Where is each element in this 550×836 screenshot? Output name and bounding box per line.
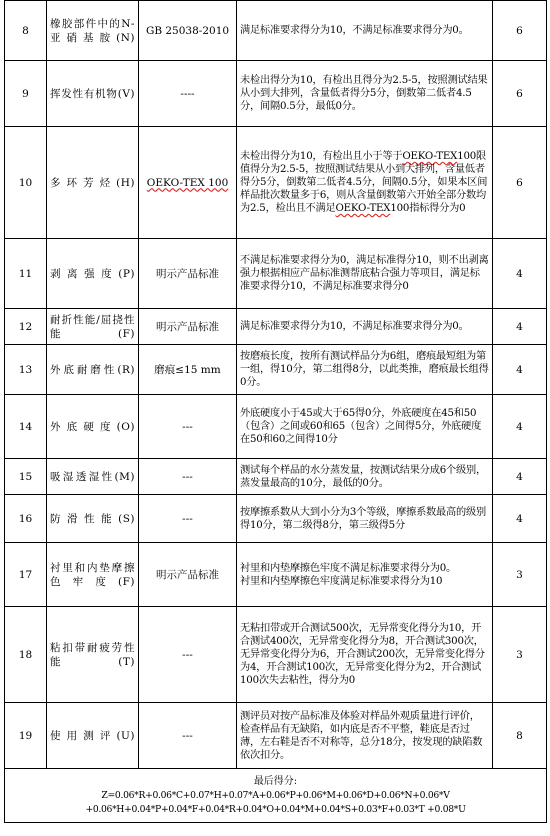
table-row bbox=[5, 239, 547, 309]
standard: 明示产品标准 bbox=[139, 309, 237, 345]
scoring-rule: 衬里和内垫摩擦色牢度不满足标准要求得分为0。 衬里和内垫摩擦色牢度满足标准要求得分为10 bbox=[237, 543, 493, 607]
item-name: 剥离强度(P) bbox=[47, 239, 139, 309]
item-name: 吸湿透湿性(M) bbox=[47, 459, 139, 495]
standard: --- bbox=[139, 495, 237, 543]
standard bbox=[139, 127, 237, 239]
weight: 4 bbox=[493, 459, 547, 495]
table-row bbox=[5, 543, 547, 607]
item-name: 外底硬度(O) bbox=[47, 395, 139, 459]
row-number: 19 bbox=[5, 703, 47, 769]
row-number: 15 bbox=[5, 459, 47, 495]
table-row bbox=[5, 1, 547, 61]
scoring-table bbox=[4, 0, 547, 823]
standard: GB 25038-2010 bbox=[139, 1, 237, 61]
item-name: 粘扣带耐疲劳性能(T) bbox=[47, 607, 139, 703]
standard: --- bbox=[139, 395, 237, 459]
table-row bbox=[5, 495, 547, 543]
scoring-rule: 不满足标准要求得分为0，满足标准得分10，则不出剥离强力根据相应产品标准测帮底粘合强力等项目，满足标准要求得分10，不满足标准要求得分0 bbox=[237, 239, 493, 309]
scoring-rule: 测评员对按产品标准及体验对样品外观质量进行评价，检查样品有无缺陷，如内底是否不平整，鞋底是否过薄，左右鞋是否不对称等，总分18分，按发现的缺陷数依次扣分。 bbox=[237, 703, 493, 769]
item-name: 防滑性能(S) bbox=[47, 495, 139, 543]
final-score-label: 最后得分: bbox=[253, 775, 298, 787]
standard-text: OEKO-TEX 100 bbox=[146, 176, 229, 189]
table-row bbox=[5, 61, 547, 127]
table-row bbox=[5, 395, 547, 459]
scoring-rule: 外底硬度小于45或大于65得0分，外底硬度在45和50（包含）之间或60和65（包含）之间得5分，外底硬度在50和60之间得10分 bbox=[237, 395, 493, 459]
weight: 6 bbox=[493, 127, 547, 239]
item-name: 橡胶部件中的N-亚硝基胺(N) bbox=[47, 1, 139, 61]
final-score-row bbox=[5, 769, 547, 823]
weight: 6 bbox=[493, 1, 547, 61]
standard: --- bbox=[139, 459, 237, 495]
table-row bbox=[5, 459, 547, 495]
scoring-rule: 按摩擦系数从大到小分为3个等级，摩擦系数最高的级别得10分，第二级得8分，第三级得5分 bbox=[237, 495, 493, 543]
row-number: 17 bbox=[5, 543, 47, 607]
weight: 4 bbox=[493, 309, 547, 345]
scoring-rule: 无粘扣带或开合测试500次，无异常变化得分为10，开合测试400次，无异常变化得分为8，开合测试300次，无异常变化得分为6，开合测试200次，无异常变化得分为4，开合测试100次，无异常变化得分为2，开合测试100次失去粘性，得分为0 bbox=[237, 607, 493, 703]
item-name: 耐折性能/屈挠性能(F) bbox=[47, 309, 139, 345]
row-number: 10 bbox=[5, 127, 47, 239]
weight: 3 bbox=[493, 607, 547, 703]
table-row bbox=[5, 127, 547, 239]
row-number: 16 bbox=[5, 495, 47, 543]
row-number: 12 bbox=[5, 309, 47, 345]
standard: 明示产品标准 bbox=[139, 543, 237, 607]
row-number: 18 bbox=[5, 607, 47, 703]
weight: 4 bbox=[493, 495, 547, 543]
weight: 6 bbox=[493, 61, 547, 127]
row-number: 14 bbox=[5, 395, 47, 459]
item-name: 挥发性有机物(V) bbox=[47, 61, 139, 127]
item-name: 衬里和内垫摩擦色牢度(F) bbox=[47, 543, 139, 607]
scoring-rule: 测试每个样品的水分蒸发量，按测试结果分成6个级别，蒸发量最高的10分，最低的0分。 bbox=[237, 459, 493, 495]
weight: 8 bbox=[493, 703, 547, 769]
weight: 4 bbox=[493, 345, 547, 395]
standard: --- bbox=[139, 703, 237, 769]
standard: 磨痕≤15 mm bbox=[139, 345, 237, 395]
item-name: 外底耐磨性(R) bbox=[47, 345, 139, 395]
weight: 4 bbox=[493, 239, 547, 309]
final-score-cell bbox=[5, 769, 547, 823]
table-row bbox=[5, 345, 547, 395]
final-score-formula-line-1: Z=0.06*R+0.06*C+0.07*H+0.07*A+0.06*P+0.06*M+0.06*D+0.06*N+0.06*V bbox=[101, 789, 450, 801]
scoring-rule: 满足标准要求得分为10，不满足标准要求得分为0。 bbox=[237, 1, 493, 61]
row-number: 9 bbox=[5, 61, 47, 127]
table-row bbox=[5, 309, 547, 345]
scoring-rule: 未检出得分为10，有检出且得分为2.5-5，按照测试结果从小到大排列，含量低者得分5分，倒数第二低者4.5分，间隔0.5分，最低0分。 bbox=[237, 61, 493, 127]
weight: 3 bbox=[493, 543, 547, 607]
scoring-rule: 未检出得分为10，有检出且小于等于OEKO-TEX100限值得分为2.5-5，按照测试结果从小到大排列，含量低者得分5分，倒数第二低者4.5分，间隔0.5分，如果本区间样品批次数量多于6，则从含量倒数第六开始全部分数均为2.5，检出且不满足OEKO-TEX100指标得分为0 bbox=[237, 127, 493, 239]
scoring-rule: 按磨痕长度，按所有测试样品分为6组，磨痕最短组为第一组，得10分，第二组得8分，以此类推，磨痕最长组得0分。 bbox=[237, 345, 493, 395]
row-number: 13 bbox=[5, 345, 47, 395]
item-name: 使用测评(U) bbox=[47, 703, 139, 769]
scoring-rule: 满足标准要求得分为10，不满足标准要求得分为0。 bbox=[237, 309, 493, 345]
standard: --- bbox=[139, 607, 237, 703]
weight: 4 bbox=[493, 395, 547, 459]
standard: ---- bbox=[139, 61, 237, 127]
row-number: 8 bbox=[5, 1, 47, 61]
final-score-formula-line-2: +0.06*H+0.04*P+0.04*F+0.04*R+0.04*O+0.04*M+0.04*S+0.03*F+0.03*T +0.08*U bbox=[85, 803, 466, 815]
table-row bbox=[5, 607, 547, 703]
item-name: 多环芳烃(H) bbox=[47, 127, 139, 239]
row-number: 11 bbox=[5, 239, 47, 309]
standard: 明示产品标准 bbox=[139, 239, 237, 309]
table-row bbox=[5, 703, 547, 769]
